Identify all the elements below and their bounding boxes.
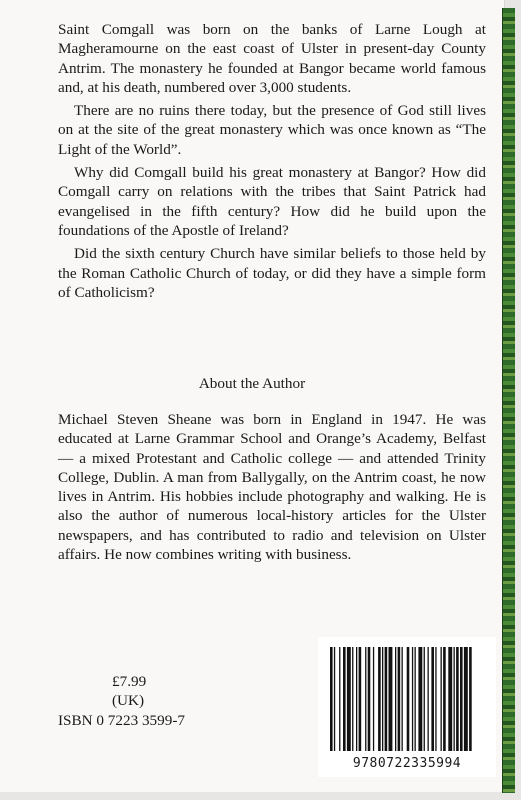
barcode-bar: [428, 647, 429, 751]
price-region: (UK): [112, 692, 145, 710]
barcode-number: 9780722335994: [352, 756, 462, 771]
barcode-bar: [334, 647, 335, 751]
barcode-bar: [359, 647, 362, 751]
price-block: [58, 672, 258, 730]
price-amount: £7.99: [112, 673, 147, 690]
isbn-text: ISBN 0 7223 3599-7: [58, 711, 185, 729]
barcode-bar: [389, 647, 393, 751]
barcode-bar: [424, 647, 425, 751]
blurb-paragraph-3: Why did Comgall build his great monastery at Bangor? How did Comgall carry on relations with the tribes that Saint Patrick had evangelised in the fifth century? How did he build upon the foundations of the Apostle of Ireland?: [58, 164, 486, 239]
barcode-bar: [441, 647, 442, 751]
barcode-bar: [460, 647, 463, 751]
barcode-bar: [464, 647, 468, 751]
blurb-paragraph-4: Did the sixth century Church have similar beliefs to those held by the Roman Catholic Church of today, or did they have a simple form of Catholicism?: [58, 245, 486, 301]
barcode-bar: [398, 647, 401, 751]
barcode-bar: [454, 647, 455, 751]
barcode-bar: [382, 647, 383, 751]
barcode-bar: [407, 647, 410, 751]
barcode-bar: [339, 647, 340, 751]
barcode-bar: [418, 647, 422, 751]
about-author-heading: About the Author: [198, 375, 306, 392]
barcode-bar: [373, 647, 374, 751]
barcode-bar: [352, 647, 353, 751]
barcode-bar: [356, 647, 357, 751]
barcode-bar: [402, 647, 403, 751]
barcode-bar: [378, 647, 381, 751]
barcode-bar: [431, 647, 434, 751]
barcode-bar: [415, 647, 416, 751]
cover-green-edge: [502, 8, 515, 793]
barcode-bar: [347, 647, 351, 751]
blurb-paragraph-2: There are no ruins there today, but the presence of God still lives on at the site of the great monastery which was once known as “The Light of the World”.: [58, 102, 486, 158]
barcode-bar: [343, 647, 346, 751]
barcode-bar: [443, 647, 446, 751]
barcode-bar: [385, 647, 388, 751]
barcode-bar: [330, 647, 333, 751]
barcode-bars: [318, 637, 496, 755]
blurb-text: [58, 20, 486, 306]
barcode-bar: [448, 647, 452, 751]
barcode-bar: [469, 647, 472, 751]
barcode-bar: [368, 647, 371, 751]
barcode-bar: [412, 647, 413, 751]
blurb-paragraph-1: Saint Comgall was born on the banks of Larne Lough at Magheramourne on the east coast of Ulster in present-day County Antrim. The monastery he founded at Bangor became world famous and, at his death, numbered over 3,000 students.: [58, 21, 486, 96]
barcode-bar: [395, 647, 396, 751]
barcode-bar: [456, 647, 459, 751]
barcode-bar: [435, 647, 436, 751]
barcode-bar: [365, 647, 366, 751]
barcode: [318, 637, 496, 777]
author-bio: Michael Steven Sheane was born in England in 1947. He was educated at Larne Grammar School and Orange’s Academy, Belfast — a mixed Protestant and Catholic college — and attended Trinity College, Dublin. A man from Ballygally, on the Antrim coast, he now lives in Antrim. His hobbies include photography and walking. He is also the author of numerous local-history articles for the Ulster newspapers, and has contributed to radio and television on Ulster affairs. He now combines writing with business.: [58, 411, 486, 564]
